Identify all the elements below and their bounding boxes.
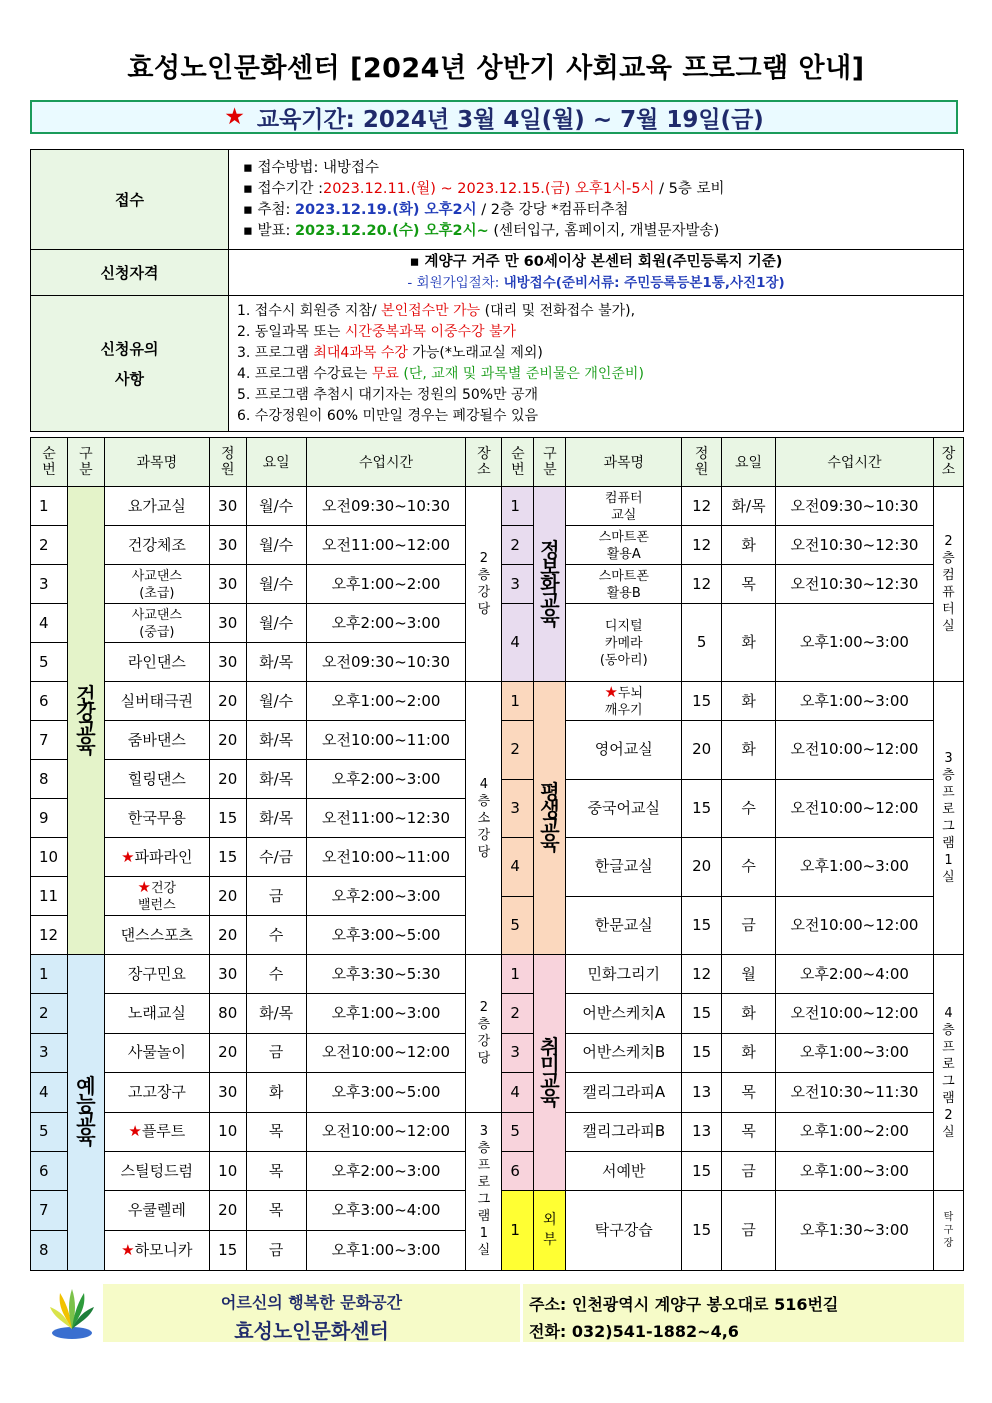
time-value: 오전10:30~11:30 xyxy=(776,1073,934,1112)
subject-name xyxy=(104,760,209,799)
subject-name xyxy=(104,1033,209,1072)
day-value: 화/목 xyxy=(246,994,306,1033)
capacity-value: 20 xyxy=(209,721,246,760)
subject-name xyxy=(104,1230,209,1270)
star-icon: ★ xyxy=(604,683,618,701)
capacity-value: 15 xyxy=(209,838,246,877)
day-value: 화/목 xyxy=(246,799,306,838)
capacity-value: 15 xyxy=(209,1230,246,1270)
time-value: 오후2:00~4:00 xyxy=(776,955,934,994)
header-capacity: 정 원 xyxy=(682,438,722,487)
subject-name-text: 어반스케치B xyxy=(582,1043,666,1062)
row-number: 7 xyxy=(31,1191,68,1230)
time-value: 오후1:00~2:00 xyxy=(306,682,466,721)
header-day: 요일 xyxy=(246,438,306,487)
subject-name xyxy=(104,682,209,721)
star-icon: ★ xyxy=(121,1240,135,1259)
subject-name-text: 스마트폰 활용A xyxy=(598,530,649,562)
time-value: 오후3:00~5:00 xyxy=(306,916,466,955)
time-value: 오전10:00~12:00 xyxy=(776,994,934,1033)
day-value: 화 xyxy=(722,1033,776,1072)
subject-name-text: 민화그리기 xyxy=(587,964,660,983)
time-value: 오후1:00~3:00 xyxy=(776,682,934,721)
day-value: 목 xyxy=(722,565,776,604)
time-value: 오후1:00~3:00 xyxy=(776,1033,934,1072)
subject-name-text: 우쿨렐레 xyxy=(127,1200,186,1219)
time-value: 오전10:30~12:30 xyxy=(776,526,934,565)
subject-name-text: 고고장구 xyxy=(127,1082,186,1101)
header-place: 장 소 xyxy=(466,438,502,487)
day-value: 금 xyxy=(722,1151,776,1190)
subject-name xyxy=(104,1191,209,1230)
row-number: 1 xyxy=(502,1191,534,1270)
time-value: 오전09:30~10:30 xyxy=(776,487,934,526)
place-cell: 탁 구 장 xyxy=(933,1191,963,1270)
subject-name-text: 탁구강습 xyxy=(594,1220,653,1239)
education-period-text: 교육기간: 2024년 3월 4일(월) ~ 7월 19일(금) xyxy=(256,106,764,133)
subject-name xyxy=(566,721,682,780)
capacity-value: 5 xyxy=(682,604,722,682)
header-subject: 과목명 xyxy=(104,438,209,487)
subject-name-text: 라인댄스 xyxy=(127,652,186,671)
capacity-value: 15 xyxy=(682,1191,722,1270)
day-value: 수 xyxy=(246,916,306,955)
capacity-value: 12 xyxy=(682,526,722,565)
capacity-value: 20 xyxy=(209,760,246,799)
header-category: 구 분 xyxy=(67,438,104,487)
capacity-value: 20 xyxy=(682,721,722,780)
row-number: 6 xyxy=(502,1151,534,1190)
header-place: 장 소 xyxy=(933,438,963,487)
capacity-value: 13 xyxy=(682,1112,722,1151)
capacity-value: 20 xyxy=(209,1191,246,1230)
time-value: 오후2:00~3:00 xyxy=(306,1151,466,1190)
footer-slogan-box xyxy=(103,1284,520,1342)
subject-name-text: 힐링댄스 xyxy=(127,769,186,788)
capacity-value: 30 xyxy=(209,487,246,526)
time-value: 오후3:30~5:30 xyxy=(306,955,466,994)
table-row xyxy=(31,487,964,507)
row-number: 4 xyxy=(502,1073,534,1112)
table-row xyxy=(31,1112,964,1132)
reception-details: ▪ 접수방법: 내방접수 ▪ 접수기간 :2023.12.11.(월) ~ 2023.12.15.(금) 오후1시-5시 / 5층 로비 ▪ 추첨: 2023.12.19.(화) 오후2시 / 2층 강당 *컴퓨터추첨 ▪ 발표: 2023.12.20.(수) 오후2시~ (센터입구, 홈페이지, 개별문자발송) xyxy=(229,150,964,250)
row-number: 7 xyxy=(31,721,68,760)
time-value: 오후3:00~5:00 xyxy=(306,1073,466,1112)
footer-phone: 전화: 032)541-1882~4,6 xyxy=(529,1322,739,1341)
subject-name xyxy=(104,487,209,526)
day-value: 금 xyxy=(246,1033,306,1072)
time-value: 오전10:30~12:30 xyxy=(776,565,934,604)
table-header-row xyxy=(31,438,964,487)
capacity-value: 10 xyxy=(209,1112,246,1151)
subject-name xyxy=(104,838,209,877)
time-value: 오후1:00~2:00 xyxy=(306,565,466,604)
capacity-value: 80 xyxy=(209,994,246,1033)
day-value: 월/수 xyxy=(246,565,306,604)
row-number: 10 xyxy=(31,838,68,877)
subject-name-text: 사교댄스 (중급) xyxy=(131,608,182,640)
row-number: 3 xyxy=(31,565,68,604)
day-value: 화 xyxy=(722,682,776,721)
day-value: 화/목 xyxy=(246,760,306,799)
day-value: 목 xyxy=(722,1112,776,1151)
time-value: 오전11:00~12:30 xyxy=(306,799,466,838)
day-value: 수/금 xyxy=(246,838,306,877)
row-number: 8 xyxy=(31,1230,68,1270)
subject-name-text: 컴퓨터 교실 xyxy=(604,491,643,523)
day-value: 화 xyxy=(246,1073,306,1112)
application-info-table xyxy=(30,149,964,432)
table-row xyxy=(31,682,964,702)
subject-name xyxy=(566,896,682,955)
day-value: 화/목 xyxy=(722,487,776,526)
row-number: 11 xyxy=(31,877,68,916)
place-cell: 2 층 컴 퓨 터 실 xyxy=(933,487,963,682)
row-number: 2 xyxy=(31,526,68,565)
time-value: 오전10:00~11:00 xyxy=(306,721,466,760)
row-number: 6 xyxy=(31,1151,68,1190)
category-cell: 외 부 xyxy=(534,1191,566,1270)
capacity-value: 15 xyxy=(682,896,722,955)
capacity-value: 10 xyxy=(209,1151,246,1190)
capacity-value: 20 xyxy=(209,916,246,955)
subject-name-text: 디지털 카메라 (동아리) xyxy=(599,619,648,668)
capacity-value: 15 xyxy=(682,994,722,1033)
subject-name-text: 실버태극권 xyxy=(120,691,194,710)
subject-name xyxy=(104,604,209,643)
day-value: 화 xyxy=(722,721,776,780)
subject-name-text: 한글교실 xyxy=(594,857,653,876)
subject-name xyxy=(104,955,209,994)
footer-address: 주소: 인천광역시 계양구 봉오대로 516번길 xyxy=(529,1295,839,1314)
category-cell: 예 능 교 육 xyxy=(67,955,104,1271)
subject-name xyxy=(566,565,682,604)
time-value: 오후3:00~4:00 xyxy=(306,1191,466,1230)
row-number: 9 xyxy=(31,799,68,838)
capacity-value: 30 xyxy=(209,565,246,604)
subject-name-text: 한문교실 xyxy=(594,915,653,934)
footer-contact-box xyxy=(523,1284,964,1342)
time-value: 오후2:00~3:00 xyxy=(306,604,466,643)
subject-name-text: 파파라인 xyxy=(134,847,193,866)
time-value: 오후2:00~3:00 xyxy=(306,877,466,916)
time-value: 오후1:00~3:00 xyxy=(776,838,934,897)
place-cell: 3 층 프 로 그 램 1 실 xyxy=(933,682,963,955)
subject-name xyxy=(566,1073,682,1112)
header-subject: 과목명 xyxy=(566,438,682,487)
day-value: 금 xyxy=(722,1191,776,1270)
capacity-value: 15 xyxy=(209,799,246,838)
time-value: 오후1:00~3:00 xyxy=(776,604,934,682)
day-value: 화 xyxy=(722,604,776,682)
header-category: 구 분 xyxy=(534,438,566,487)
place-cell: 3 층 프 로 그 램 1 실 xyxy=(466,1112,502,1270)
day-value: 월 xyxy=(722,955,776,994)
capacity-value: 15 xyxy=(682,1033,722,1072)
star-icon: ★ xyxy=(128,1122,142,1141)
capacity-value: 30 xyxy=(209,643,246,682)
row-number: 3 xyxy=(502,1033,534,1072)
star-icon: ★ xyxy=(137,878,151,896)
row-number: 5 xyxy=(31,643,68,682)
subject-name xyxy=(104,721,209,760)
subject-name xyxy=(104,526,209,565)
row-number: 6 xyxy=(31,682,68,721)
day-value: 수 xyxy=(246,955,306,994)
table-row xyxy=(31,955,964,975)
subject-name-text: 장구민요 xyxy=(127,964,186,983)
header-seq: 순 번 xyxy=(31,438,68,487)
row-number: 2 xyxy=(31,994,68,1033)
subject-name-text: 플루트 xyxy=(141,1122,186,1141)
subject-name xyxy=(104,1073,209,1112)
subject-name xyxy=(104,877,209,916)
category-cell: 평 생 교 육 xyxy=(534,682,566,955)
category-cell: 취 미 교 육 xyxy=(534,955,566,1191)
subject-name-text: 줌바댄스 xyxy=(127,730,186,749)
subject-name-text: 중국어교실 xyxy=(587,798,660,817)
time-value: 오전10:00~11:00 xyxy=(306,838,466,877)
subject-name xyxy=(566,1112,682,1151)
footer-center-name: 효성노인문화센터 xyxy=(234,1319,389,1343)
row-number: 5 xyxy=(31,1112,68,1151)
subject-name xyxy=(566,1151,682,1190)
row-number: 5 xyxy=(502,896,534,955)
row-number: 2 xyxy=(502,994,534,1033)
subject-name xyxy=(566,838,682,897)
row-number: 1 xyxy=(502,487,534,526)
day-value: 월/수 xyxy=(246,487,306,526)
footer-slogan: 어르신의 행복한 문화공간 xyxy=(220,1293,403,1312)
capacity-value: 20 xyxy=(209,682,246,721)
subject-name-text: 하모니카 xyxy=(134,1240,193,1259)
time-value: 오후2:00~3:00 xyxy=(306,760,466,799)
capacity-value: 30 xyxy=(209,604,246,643)
subject-name-text: 건강체조 xyxy=(127,535,186,554)
row-number: 2 xyxy=(502,526,534,565)
capacity-value: 30 xyxy=(209,526,246,565)
subject-name-text: 스틸텅드럼 xyxy=(120,1161,194,1180)
subject-name-text: 캘리그라피A xyxy=(582,1082,666,1101)
day-value: 수 xyxy=(722,779,776,838)
row-number: 4 xyxy=(31,604,68,643)
header-time: 수업시간 xyxy=(776,438,934,487)
subject-name-text: 영어교실 xyxy=(594,740,653,759)
subject-name-text: 스마트폰 활용B xyxy=(598,569,649,601)
day-value: 화/목 xyxy=(246,721,306,760)
time-value: 오전10:00~12:00 xyxy=(776,779,934,838)
notes-details: 1. 접수시 회원증 지참/ 본인접수만 가능 (대리 및 전화접수 불가), 2. 동일과목 또는 시간중복과목 이중수강 불가 3. 프로그램 최대4과목 수강 가능(*노래교실 제외) 4. 프로그램 수강료는 무료 (단, 교재 및 과목별 준비물은 개인준비) 5. 프로그램 추첨시 대기자는 정원의 50%만 공개 6. 수강정원이 60% 미만일 경우는 폐강될수 있음 xyxy=(229,296,964,432)
row-number: 4 xyxy=(502,838,534,897)
subject-name xyxy=(566,1191,682,1270)
header-seq: 순 번 xyxy=(502,438,534,487)
capacity-value: 12 xyxy=(682,487,722,526)
subject-name xyxy=(104,643,209,682)
capacity-value: 12 xyxy=(682,565,722,604)
day-value: 화 xyxy=(722,994,776,1033)
time-value: 오후1:30~3:00 xyxy=(776,1191,934,1270)
star-icon: ★ xyxy=(121,847,135,866)
capacity-value: 13 xyxy=(682,1073,722,1112)
subject-name xyxy=(566,604,682,682)
capacity-value: 30 xyxy=(209,955,246,994)
time-value: 오전10:00~12:00 xyxy=(776,896,934,955)
subject-name xyxy=(566,779,682,838)
header-day: 요일 xyxy=(722,438,776,487)
qualification-label: 신청자격 xyxy=(31,250,229,296)
subject-name xyxy=(566,994,682,1033)
reception-label: 접수 xyxy=(31,150,229,250)
row-number: 4 xyxy=(31,1073,68,1112)
day-value: 금 xyxy=(246,877,306,916)
capacity-value: 20 xyxy=(682,838,722,897)
subject-name xyxy=(566,526,682,565)
time-value: 오전09:30~10:30 xyxy=(306,643,466,682)
subject-name-text: 사교댄스 (초급) xyxy=(131,569,182,601)
subject-name-text: 한국무용 xyxy=(127,808,186,827)
capacity-value: 15 xyxy=(682,682,722,721)
row-number: 8 xyxy=(31,760,68,799)
time-value: 오후1:00~3:00 xyxy=(776,1151,934,1190)
capacity-value: 20 xyxy=(209,877,246,916)
time-value: 오전11:00~12:00 xyxy=(306,526,466,565)
subject-name-text: 서예반 xyxy=(602,1161,646,1180)
program-table xyxy=(30,437,964,1271)
center-logo-icon xyxy=(46,1285,98,1341)
day-value: 목 xyxy=(246,1191,306,1230)
subject-name xyxy=(104,916,209,955)
row-number: 1 xyxy=(31,487,68,526)
row-number: 2 xyxy=(502,721,534,780)
place-cell: 4 층 소 강 당 xyxy=(466,682,502,955)
time-value: 오후1:00~3:00 xyxy=(306,1230,466,1270)
header-time: 수업시간 xyxy=(306,438,466,487)
time-value: 오전10:00~12:00 xyxy=(306,1112,466,1151)
row-number: 3 xyxy=(502,565,534,604)
header-capacity: 정 원 xyxy=(209,438,246,487)
subject-name xyxy=(566,1033,682,1072)
row-number: 3 xyxy=(502,779,534,838)
subject-name xyxy=(566,682,682,721)
capacity-value: 20 xyxy=(209,1033,246,1072)
day-value: 목 xyxy=(722,1073,776,1112)
day-value: 월/수 xyxy=(246,604,306,643)
row-number: 12 xyxy=(31,916,68,955)
capacity-value: 12 xyxy=(682,955,722,994)
day-value: 금 xyxy=(722,896,776,955)
row-number: 1 xyxy=(502,955,534,994)
time-value: 오전09:30~10:30 xyxy=(306,487,466,526)
row-number: 1 xyxy=(31,955,68,994)
time-value: 오전10:00~12:00 xyxy=(776,721,934,780)
qualification-details: ▪ 계양구 거주 만 60세이상 본센터 회원(주민등록지 기준) - 회원가입절차: 내방접수(준비서류: 주민등록등본1통,사진1장) xyxy=(229,250,964,296)
subject-name-text: 사물놀이 xyxy=(127,1043,186,1062)
subject-name-text: 건강 밸런스 xyxy=(137,881,177,913)
day-value: 화 xyxy=(722,526,776,565)
capacity-value: 15 xyxy=(682,1151,722,1190)
time-value: 오후1:00~3:00 xyxy=(306,994,466,1033)
subject-name xyxy=(566,955,682,994)
subject-name xyxy=(104,799,209,838)
row-number: 4 xyxy=(502,604,534,682)
place-cell: 2 층 강 당 xyxy=(466,955,502,1113)
row-number: 1 xyxy=(502,682,534,721)
page-title: 효성노인문화센터 [2024년 상반기 사회교육 프로그램 안내] xyxy=(127,53,865,84)
day-value: 수 xyxy=(722,838,776,897)
education-period-banner xyxy=(30,100,958,134)
row-number: 5 xyxy=(502,1112,534,1151)
subject-name xyxy=(104,994,209,1033)
star-icon: ★ xyxy=(224,104,245,130)
subject-name xyxy=(104,1151,209,1190)
subject-name-text: 요가교실 xyxy=(127,496,186,515)
time-value: 오전10:00~12:00 xyxy=(306,1033,466,1072)
subject-name-text: 노래교실 xyxy=(127,1004,186,1023)
day-value: 목 xyxy=(246,1151,306,1190)
notes-label: 신청유의 사항 xyxy=(31,296,229,432)
subject-name-text: 어반스케치A xyxy=(582,1004,666,1023)
subject-name xyxy=(566,487,682,526)
capacity-value: 15 xyxy=(682,779,722,838)
day-value: 월/수 xyxy=(246,526,306,565)
category-cell: 정 보 화 교 육 xyxy=(534,487,566,682)
day-value: 월/수 xyxy=(246,682,306,721)
subject-name-text: 두뇌 깨우기 xyxy=(604,686,644,718)
subject-name-text: 캘리그라피B xyxy=(582,1122,666,1141)
subject-name xyxy=(104,1112,209,1151)
day-value: 금 xyxy=(246,1230,306,1270)
subject-name-text: 댄스스포츠 xyxy=(120,925,194,944)
day-value: 목 xyxy=(246,1112,306,1151)
place-cell: 4 층 프 로 그 램 2 실 xyxy=(933,955,963,1191)
place-cell: 2 층 강 당 xyxy=(466,487,502,682)
category-cell: 건 강 교 육 xyxy=(67,487,104,955)
subject-name xyxy=(104,565,209,604)
time-value: 오후1:00~2:00 xyxy=(776,1112,934,1151)
row-number: 3 xyxy=(31,1033,68,1072)
day-value: 화/목 xyxy=(246,643,306,682)
capacity-value: 30 xyxy=(209,1073,246,1112)
